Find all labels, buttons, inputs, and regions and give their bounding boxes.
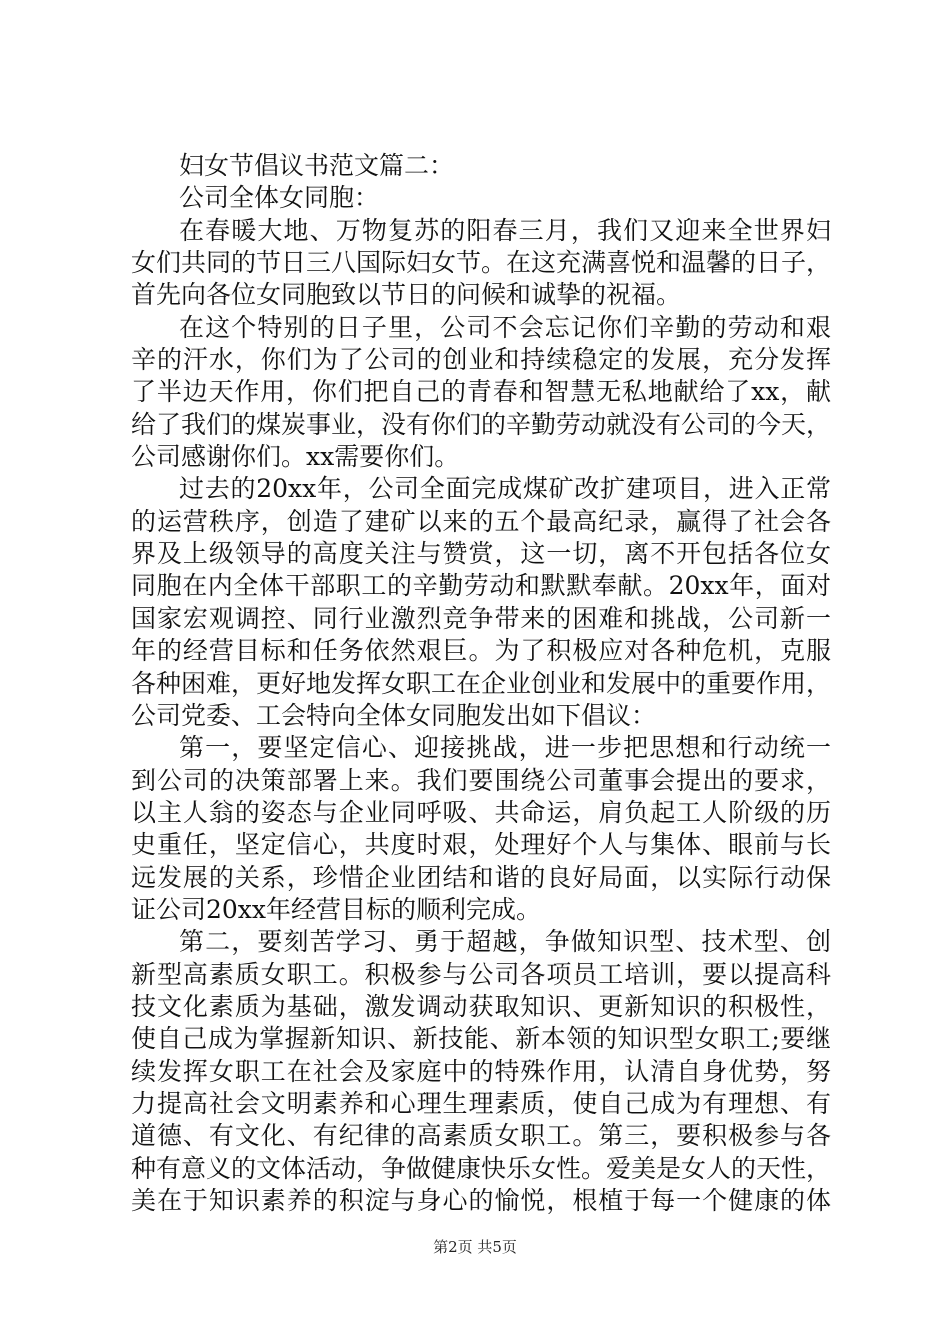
text-line: 界及上级领导的高度关注与赞赏，这一切，离不开包括各位女 <box>131 539 831 569</box>
text-line: 女们共同的节日三八国际妇女节。在这充满喜悦和温馨的日子， <box>131 248 832 278</box>
text-line: 各种困难，更好地发挥女职工在企业创业和发展中的重要作用， <box>131 668 832 698</box>
text-line: 使自己成为掌握新知识、新技能、新本领的知识型女职工;要继 <box>131 1024 831 1054</box>
text-line: 力提高社会文明素养和心理生理素质，使自己成为有理想、有 <box>131 1088 831 1118</box>
text-line: 种有意义的文体活动，争做健康快乐女性。爱美是女人的天性， <box>131 1153 832 1183</box>
text-line: 辛的汗水，你们为了公司的创业和持续稳定的发展，充分发挥 <box>131 345 831 375</box>
text-line: 国家宏观调控、同行业激烈竞争带来的困难和挑战，公司新一 <box>131 603 831 633</box>
text-line: 过去的20xx年，公司全面完成煤矿改扩建项目，进入正常 <box>179 474 831 504</box>
text-line: 新型高素质女职工。积极参与公司各项员工培训，要以提高科 <box>131 959 831 989</box>
text-line: 技文化素质为基础，激发调动获取知识、更新知识的积极性， <box>131 991 831 1021</box>
text-line: 史重任，坚定信心，共度时艰，处理好个人与集体、眼前与长 <box>131 830 831 860</box>
text-line: 妇女节倡议书范文篇二： <box>179 151 455 180</box>
text-line: 续发挥女职工在社会及家庭中的特殊作用，认清自身优势，努 <box>131 1056 831 1086</box>
text-line: 第二，要刻苦学习、勇于超越，争做知识型、技术型、创 <box>179 927 831 957</box>
text-line: 公司感谢你们。xx需要你们。 <box>131 442 460 472</box>
text-line: 道德、有文化、有纪律的高素质女职工。第三，要积极参与各 <box>131 1121 831 1151</box>
text-line: 首先向各位女同胞致以节日的问候和诚挚的祝福。 <box>131 280 682 310</box>
text-line: 在春暖大地、万物复苏的阳春三月，我们又迎来全世界妇 <box>179 215 831 245</box>
text-line: 美在于知识素养的积淀与身心的愉悦，根植于每一个健康的体 <box>131 1186 831 1215</box>
text-line: 远发展的关系，珍惜企业团结和谐的良好局面，以实际行动保 <box>131 862 831 892</box>
text-line: 给了我们的煤炭事业，没有你们的辛勤劳动就没有公司的今天， <box>131 409 832 439</box>
document-body <box>131 150 831 1217</box>
text-line: 第一，要坚定信心、迎接挑战，进一步把思想和行动统一 <box>179 733 831 763</box>
text-line: 到公司的决策部署上来。我们要围绕公司董事会提出的要求， <box>131 765 831 795</box>
text-line: 了半边天作用，你们把自己的青春和智慧无私地献给了xx，献 <box>131 377 831 407</box>
text-line: 同胞在内全体干部职工的辛勤劳动和默默奉献。20xx年，面对 <box>131 571 831 601</box>
text-line: 以主人翁的姿态与企业同呼吸、共命运，肩负起工人阶级的历 <box>131 797 831 827</box>
text-line: 年的经营目标和任务依然艰巨。为了积极应对各种危机，克服 <box>131 636 831 666</box>
text-line: 公司全体女同胞： <box>179 183 380 213</box>
text-line: 的运营秩序，创造了建矿以来的五个最高纪录，赢得了社会各 <box>131 506 831 536</box>
text-line: 公司党委、工会特向全体女同胞发出如下倡议： <box>131 700 657 730</box>
text-line: 证公司20xx年经营目标的顺利完成。 <box>131 894 542 924</box>
text-line: 在这个特别的日子里，公司不会忘记你们辛勤的劳动和艰 <box>179 312 831 342</box>
page-number-footer: 第2页 共5页 <box>433 1238 517 1256</box>
